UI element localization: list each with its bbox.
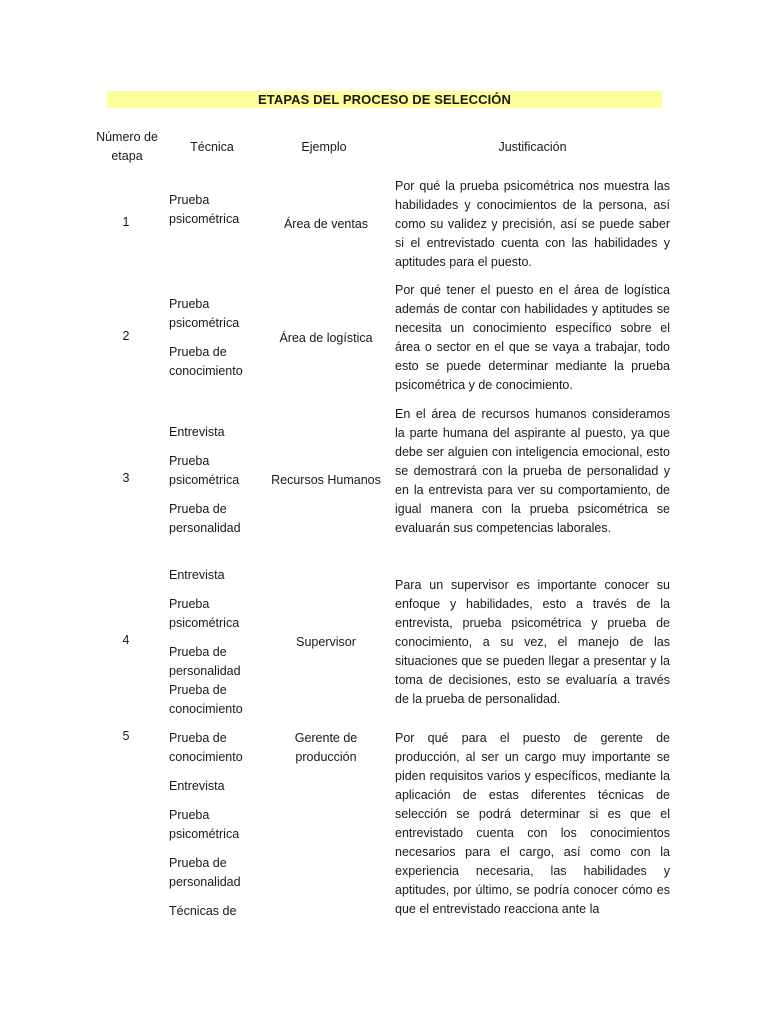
technique-item: Prueba de personalidad: [169, 856, 241, 889]
technique-list: [169, 729, 264, 931]
example-cell: Área de logística: [279, 331, 373, 345]
technique-item: Prueba psicométrica: [169, 297, 240, 330]
technique-item: Entrevista: [169, 779, 225, 793]
stage-number: 1: [122, 215, 130, 229]
justification-cell: Por qué para el puesto de gerente de producción, al ser un cargo muy importante se piden requisitos varios y específicos, mediante la aplicación de estas diferentes técnicas de selección se podrá determinar si es que el entrevistado cuenta con los conocimientos necesarios para el cargo, así como con la experiencia necesaria, las habilidades y aptitudes, por último, se podría conocer cómo es que el entrevistado reacciona ante la: [395, 731, 670, 916]
header-justificacion: Justificación: [498, 140, 567, 154]
document-title: ETAPAS DEL PROCESO DE SELECCIÓN: [107, 91, 662, 108]
example-cell: Recursos Humanos: [271, 473, 381, 487]
technique-item: Entrevista: [169, 425, 225, 439]
stage-number: 4: [122, 633, 130, 647]
example-cell: Gerente de producción: [294, 731, 358, 764]
technique-item: Prueba de conocimiento: [169, 683, 243, 716]
technique-item: Entrevista: [169, 568, 225, 582]
technique-item: Prueba psicométrica: [169, 597, 240, 630]
stage-number: 2: [122, 329, 130, 343]
justification-cell: En el área de recursos humanos consideramos la parte humana del aspirante al puesto, ya que debe ser alguien con inteligencia emocional, esto se demostrará con la prueba de personalidad y en la entrevista para ver su comportamiento, de igual manera con la prueba psicométrica se evaluarán sus competencias laborales.: [395, 407, 670, 535]
technique-item: Prueba psicométrica: [169, 808, 240, 841]
example-cell: Área de ventas: [283, 217, 369, 231]
technique-list: [169, 191, 264, 239]
technique-item: Prueba de personalidad: [169, 645, 241, 678]
stage-number: 3: [122, 471, 130, 485]
technique-list: [169, 423, 264, 548]
header-ejemplo: Ejemplo: [301, 140, 347, 154]
technique-item: Prueba de conocimiento: [169, 731, 243, 764]
justification-cell: Por qué la prueba psicométrica nos muestra las habilidades y conocimientos de la persona, así como su validez y precisión, así se puede saber si el entrevistado cuenta con las habilidades y aptitudes para el puesto.: [395, 179, 670, 269]
technique-item: Prueba de conocimiento: [169, 345, 243, 378]
technique-list: [169, 295, 264, 391]
technique-list: [169, 566, 264, 729]
technique-item: Técnicas de: [169, 904, 237, 918]
example-cell: Supervisor: [296, 635, 356, 649]
header-numero-etapa: Número de etapa: [96, 130, 158, 163]
header-tecnica: Técnica: [190, 140, 234, 154]
technique-item: Prueba psicométrica: [169, 454, 240, 487]
stage-number: 5: [122, 729, 130, 743]
justification-cell: Por qué tener el puesto en el área de logística además de contar con habilidades y aptitudes se necesita un conocimiento específico sobre el área o sector en el que se vaya a trabajar, todo esto se puede determinar mediante la prueba psicométrica y de conocimiento.: [395, 283, 670, 392]
justification-cell: Para un supervisor es importante conocer su enfoque y habilidades, esto a través de la entrevista, prueba psicométrica y prueba de conocimiento, a su vez, el manejo de las situaciones que se pueden llegar a presentar y la toma de decisiones, esto se evaluaría a través de la prueba de personalidad.: [395, 578, 670, 706]
technique-item: Prueba psicométrica: [169, 193, 240, 226]
technique-item: Prueba de personalidad: [169, 502, 241, 535]
